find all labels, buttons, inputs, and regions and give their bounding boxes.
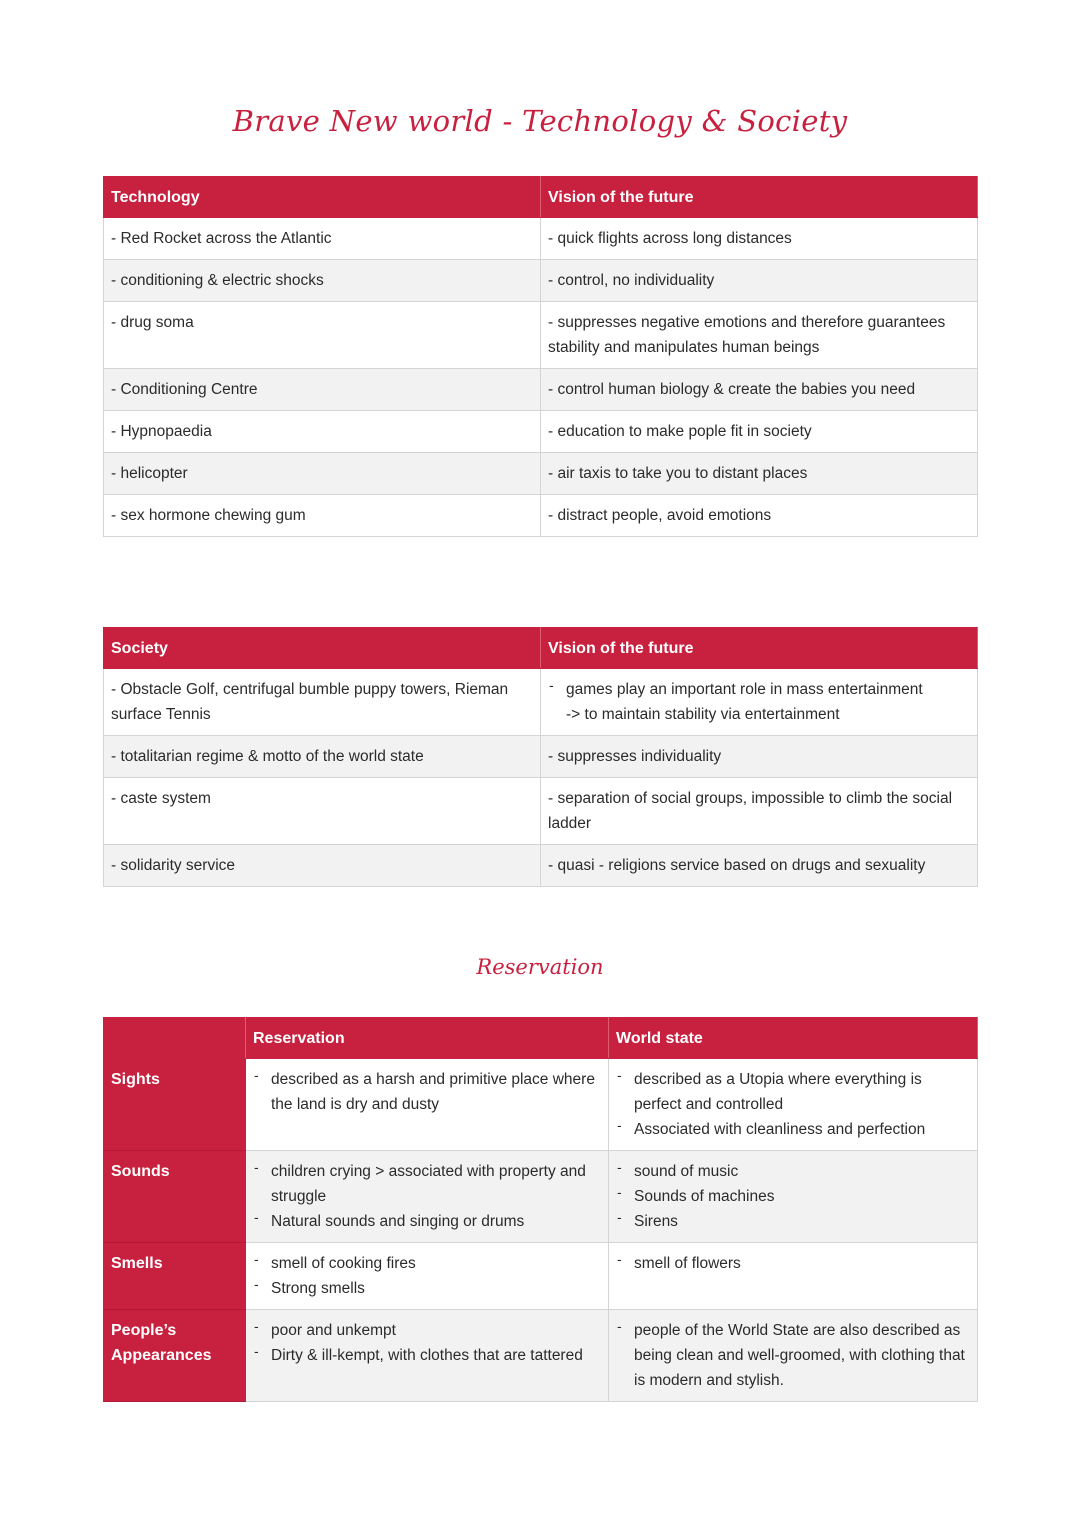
reservation-cell — [246, 1151, 609, 1243]
list-item: - Dirty & ill-kempt, with clothes that are tattered — [271, 1343, 601, 1368]
list-item: - people of the World State are also described as being clean and well-groomed, with clothing that is modern and stylish. — [634, 1318, 970, 1393]
reservation-section-title: Reservation — [476, 955, 604, 979]
society-cell: - Obstacle Golf, centrifugal bumble puppy towers, Rieman surface Tennis — [104, 669, 541, 736]
vision-cell: - suppresses individuality — [541, 736, 978, 778]
row-label-sounds: Sounds — [104, 1151, 246, 1243]
list-item: - described as a Utopia where everything is perfect and controlled — [634, 1067, 970, 1117]
table-row — [104, 453, 978, 495]
list-item: - children crying > associated with property and struggle — [271, 1159, 601, 1209]
list-item: - smell of flowers — [634, 1251, 970, 1276]
world-state-list — [616, 1251, 970, 1276]
row-label-appearances: People’s Appearances — [104, 1310, 246, 1402]
table-row — [104, 1243, 978, 1310]
table-row — [104, 845, 978, 887]
world-state-list — [616, 1067, 970, 1142]
technology-cell: - sex hormone chewing gum — [104, 495, 541, 537]
technology-cell: - Red Rocket across the Atlantic — [104, 218, 541, 260]
list-item: - Associated with cleanliness and perfection — [634, 1117, 970, 1142]
vision-cell: - air taxis to take you to distant places — [541, 453, 978, 495]
list-item: - Sirens — [634, 1209, 970, 1234]
world-state-list — [616, 1318, 970, 1393]
reservation-table — [103, 1017, 978, 1402]
vision-cell: - control human biology & create the babies you need — [541, 369, 978, 411]
table-row — [104, 302, 978, 369]
table-row — [104, 669, 978, 736]
table-row — [104, 1310, 978, 1402]
reservation-list — [253, 1251, 601, 1301]
vision-cell — [541, 669, 978, 736]
table-header-row — [104, 1018, 978, 1059]
vision-list — [548, 677, 970, 702]
reservation-list — [253, 1159, 601, 1234]
list-item: - Sounds of machines — [634, 1184, 970, 1209]
reservation-list — [253, 1067, 601, 1117]
technology-cell: - drug soma — [104, 302, 541, 369]
vision-cell: - distract people, avoid emotions — [541, 495, 978, 537]
table-header-row — [104, 628, 978, 669]
vision-cell: - control, no individuality — [541, 260, 978, 302]
technology-cell: - conditioning & electric shocks — [104, 260, 541, 302]
list-item: - Natural sounds and singing or drums — [271, 1209, 601, 1234]
vision-cell: - education to make pople fit in society — [541, 411, 978, 453]
table-row — [104, 736, 978, 778]
world-state-cell — [609, 1151, 978, 1243]
row-label-smells: Smells — [104, 1243, 246, 1310]
society-table — [103, 627, 978, 887]
table-row — [104, 778, 978, 845]
page-title: Brave New world - Technology & Society — [232, 104, 848, 138]
world-state-cell — [609, 1243, 978, 1310]
technology-cell: - Conditioning Centre — [104, 369, 541, 411]
reservation-cell — [246, 1243, 609, 1310]
reservation-cell — [246, 1310, 609, 1402]
table-row — [104, 1059, 978, 1151]
header-reservation: Reservation — [246, 1018, 609, 1059]
list-item: - sound of music — [634, 1159, 970, 1184]
vision-cell: - quasi - religions service based on drugs and sexuality — [541, 845, 978, 887]
vision-cell: - suppresses negative emotions and therefore guarantees stability and manipulates human beings — [541, 302, 978, 369]
society-cell: - solidarity service — [104, 845, 541, 887]
reservation-cell — [246, 1059, 609, 1151]
header-blank — [104, 1018, 246, 1059]
table-row — [104, 369, 978, 411]
header-world-state: World state — [609, 1018, 978, 1059]
table-header-row — [104, 177, 978, 218]
list-item: - games play an important role in mass entertainment — [566, 677, 970, 702]
vision-cell: - separation of social groups, impossible to climb the social ladder — [541, 778, 978, 845]
world-state-cell — [609, 1059, 978, 1151]
table-row — [104, 218, 978, 260]
header-technology: Technology — [104, 177, 541, 218]
table-row — [104, 1151, 978, 1243]
list-item: - Strong smells — [271, 1276, 601, 1301]
society-cell: - totalitarian regime & motto of the world state — [104, 736, 541, 778]
table-row — [104, 260, 978, 302]
list-item: - described as a harsh and primitive place where the land is dry and dusty — [271, 1067, 601, 1117]
vision-cell: - quick flights across long distances — [541, 218, 978, 260]
technology-table — [103, 176, 978, 537]
row-label-sights: Sights — [104, 1059, 246, 1151]
world-state-cell — [609, 1310, 978, 1402]
technology-cell: - Hypnopaedia — [104, 411, 541, 453]
technology-cell: - helicopter — [104, 453, 541, 495]
header-vision: Vision of the future — [541, 628, 978, 669]
table-row — [104, 495, 978, 537]
list-item: - smell of cooking fires — [271, 1251, 601, 1276]
world-state-list — [616, 1159, 970, 1234]
reservation-list — [253, 1318, 601, 1368]
header-vision: Vision of the future — [541, 177, 978, 218]
society-cell: - caste system — [104, 778, 541, 845]
vision-continuation: -> to maintain stability via entertainment — [566, 706, 840, 723]
table-row — [104, 411, 978, 453]
header-society: Society — [104, 628, 541, 669]
list-item: - poor and unkempt — [271, 1318, 601, 1343]
